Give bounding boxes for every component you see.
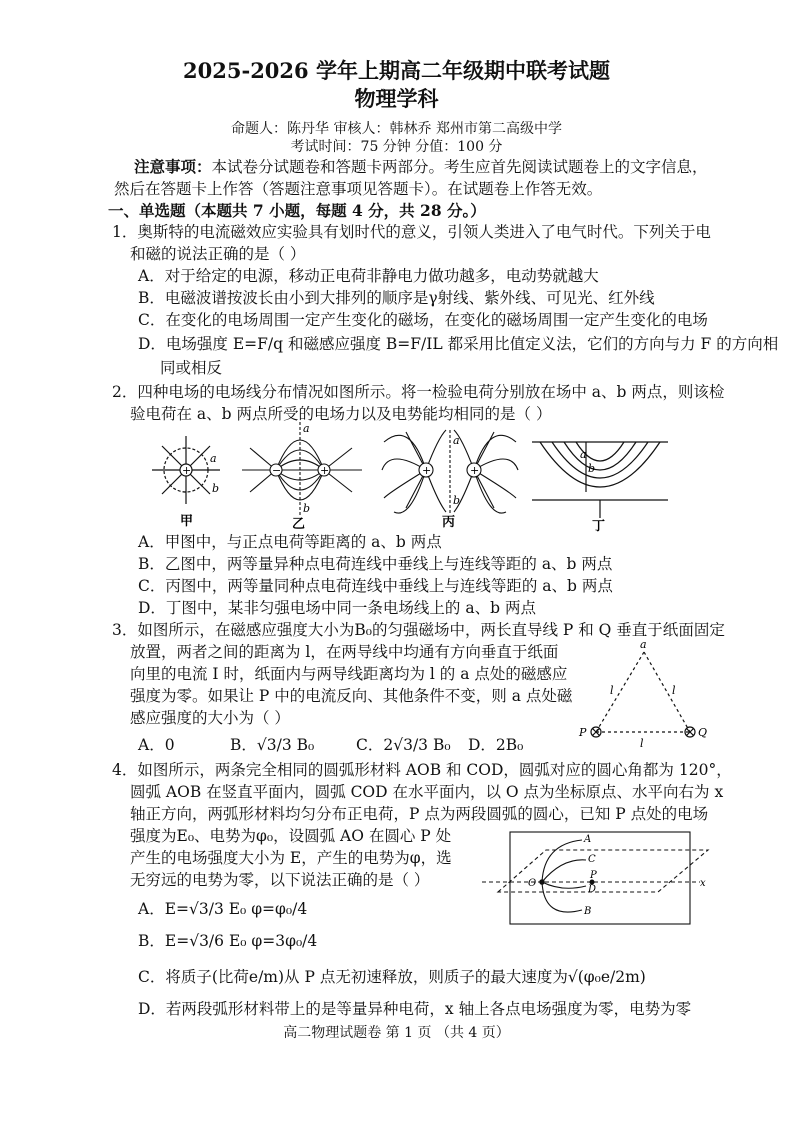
q1-stem-1: 1．奥斯特的电流磁效应实验具有划时代的意义，引领人类进入了电气时代。下列关于电 [112, 223, 711, 241]
fig-jia-charge: + [182, 464, 192, 477]
notice-line-2: 然后在答题卡上作答（答题注意事项见答题卡）。在试题卷上作答无效。 [114, 180, 603, 198]
notice-label: 注意事项： [134, 157, 212, 176]
figure-q4-arcs [462, 830, 710, 930]
fig3-P: P [579, 726, 587, 739]
q4-line-4: 强度为E₀、电势为φ₀，设圆弧 AO 在圆心 P 处 [130, 827, 452, 845]
q1-option-d-1: D．电场强度 E=F/q 和磁感应强度 B=F/IL 都采用比值定义法，它们的方向与力 F 的方向相 [138, 335, 779, 353]
fig-label-yi: 乙 [292, 517, 306, 530]
fig4-D: D [588, 884, 597, 895]
fig4-x: x [700, 878, 706, 889]
fig-bing-plus-1: + [422, 464, 432, 477]
fig-label-bing: 丙 [442, 515, 456, 530]
q1-option-c: C．在变化的电场周围一定产生变化的磁场，在变化的磁场周围一定产生变化的电场 [138, 311, 708, 329]
fig-yi-b: b [303, 502, 311, 515]
q4-line-2: 圆弧 AOB 在竖直平面内，圆弧 COD 在水平面内，以 O 点为坐标原点、水平向右为 x [130, 783, 724, 801]
fig3-a: a [640, 642, 647, 651]
notice-text-1: 本试卷分试题卷和答题卡两部分。考生应首先阅读试题卷上的文字信息， [211, 158, 708, 176]
fig4-B: B [584, 906, 592, 917]
q2-option-a: A．甲图中，与正点电荷等距离的 a、b 两点 [138, 533, 442, 551]
q3-option-d: D．2B₀ [468, 736, 524, 754]
fig4-P: P [590, 870, 597, 881]
fig4-C: C [588, 854, 596, 865]
fig3-Q: Q [698, 726, 708, 739]
figure-q3-triangle [574, 642, 714, 754]
q3-option-a: A．0 [138, 736, 175, 754]
q2-option-c: C．丙图中，两等量同种点电荷连线中垂线上与连线等距的 a、b 两点 [138, 577, 613, 595]
section-heading: 一、单选题（本题共 7 小题，每题 4 分，共 28 分。） [108, 201, 486, 220]
q1-option-b: B．电磁波谱按波长由小到大排列的顺序是γ射线、紫外线、可见光、红外线 [138, 289, 655, 307]
subject-title: 物理学科 [354, 86, 439, 111]
figure-ding [530, 432, 670, 532]
q4-option-d: D．若两段弧形材料带上的是等量异种电荷，x 轴上各点电场强度为零，电势为零 [138, 1000, 692, 1018]
q1-option-d-2: 同或相反 [160, 359, 223, 377]
figure-jia [148, 428, 238, 528]
q2-stem-1: 2．四种电场的电场线分布情况如图所示。将一检验电荷分别放在场中 a、b 两点，则该检 [112, 383, 725, 401]
q2-option-b: B．乙图中，两等量异种点电荷连线中垂线上与连线等距的 a、b 两点 [138, 555, 613, 573]
q4-line-5: 产生的电场强度大小为 E，产生的电势为φ，选 [130, 849, 452, 867]
q3-line-1: 3．如图所示，在磁感应强度大小为B₀的匀强磁场中，两长直导线 P 和 Q 垂直于纸面固定 [112, 621, 725, 639]
fig-jia-b: b [212, 482, 220, 495]
fig-label-jia: 甲 [180, 514, 194, 528]
q1-stem-2: 和磁的说法正确的是（ ） [130, 245, 306, 263]
q2-option-d: D．丁图中，某非匀强电场中同一条电场线上的 a、b 两点 [138, 599, 536, 617]
notice-line-1 [134, 156, 708, 178]
fig4-O: O [528, 878, 537, 889]
fig3-l-left: l [610, 684, 614, 697]
figure-bing [380, 428, 520, 530]
q4-option-b: B．E=√3/6 E₀ φ=3φ₀/4 [138, 932, 318, 950]
fig4-A: A [584, 834, 592, 845]
figure-yi [238, 420, 368, 530]
fig3-l-bottom: l [640, 737, 644, 750]
fig-bing-b: b [453, 494, 461, 507]
q4-line-1: 4．如图所示，两条完全相同的圆弧形材料 AOB 和 COD，圆弧对应的圆心角都为 120°， [112, 761, 732, 779]
q2-stem-2: 验电荷在 a、b 两点所受的电场力以及电势能均相同的是（ ） [130, 405, 552, 423]
fig-jia-a: a [210, 452, 217, 465]
fig-ding-a: a [580, 448, 587, 461]
fig-yi-plus: + [320, 464, 330, 477]
fig-label-ding: 丁 [592, 519, 606, 532]
q4-line-3: 轴正方向，两弧形材料均匀分布正电荷，P 点为两段圆弧的圆心，已知 P 点处的电场 [130, 805, 709, 823]
fig-bing-a: a [453, 434, 460, 447]
exam-title: 2025-2026 学年上期高二年级期中联考试题 [183, 58, 610, 83]
fig-yi-minus: − [272, 464, 282, 477]
fig-ding-b: b [588, 462, 596, 475]
q3-line-5: 感应强度的大小为（ ） [130, 709, 290, 727]
q3-line-3: 向里的电流 I 时，纸面内与两导线距离均为 l 的 a 点处的磁感应 [130, 665, 568, 683]
fig-bing-plus-2: + [470, 464, 480, 477]
fig3-l-right: l [672, 684, 676, 697]
page-footer: 高二物理试题卷 第 1 页 （共 4 页） [283, 1025, 510, 1041]
exam-info-line: 考试时间：75 分钟 分值：100 分 [290, 139, 503, 155]
q4-option-c: C．将质子(比荷e/m)从 P 点无初速释放，则质子的最大速度为√(φ₀e/2m) [138, 968, 646, 986]
q3-option-c: C．2√3/3 B₀ [356, 736, 451, 754]
q4-option-a: A．E=√3/3 E₀ φ=φ₀/4 [138, 900, 308, 918]
authors-line: 命题人：陈丹华 审核人：韩林乔 郑州市第二高级中学 [231, 121, 562, 137]
fig-yi-a: a [303, 422, 310, 435]
q1-option-a: A．对于给定的电源，移动正电荷非静电力做功越多，电动势就越大 [138, 267, 599, 285]
q3-line-4: 强度为零。如果让 P 中的电流反向、其他条件不变，则 a 点处磁 [130, 687, 573, 705]
q3-option-b: B．√3/3 B₀ [230, 736, 315, 754]
q3-line-2: 放置，两者之间的距离为 l，在两导线中均通有方向垂直于纸面 [130, 643, 559, 661]
q4-line-6: 无穷远的电势为零，以下说法正确的是（ ） [130, 871, 430, 889]
